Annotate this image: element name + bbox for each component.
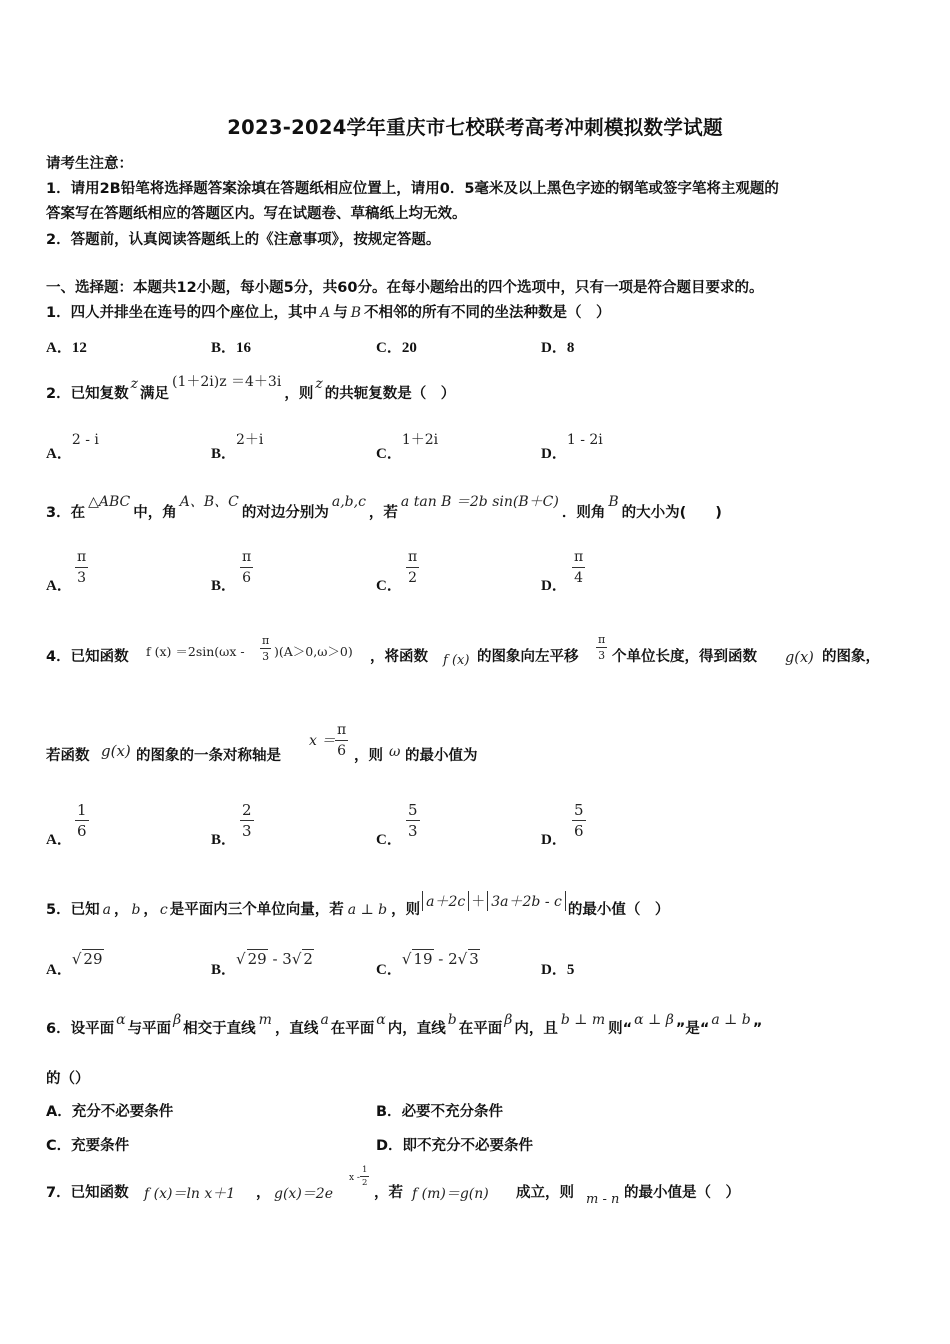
q6-a-perp-b: a ⊥ b (711, 1012, 751, 1028)
q4-option-d-fraction: 5 6 (574, 801, 584, 840)
q1-var-a: A (320, 305, 331, 321)
q7-equation: f (m)＝g(n) (412, 1186, 489, 1202)
q6-option-b[interactable]: B．必要不充分条件 (376, 1104, 504, 1120)
q5-text-1: 5．已知 (46, 902, 100, 918)
q6-alpha: α (116, 1012, 126, 1028)
q6-alpha-2: α (376, 1012, 386, 1028)
q1-text-2: 与 (333, 305, 348, 321)
q2-text-3: ，则 (284, 386, 314, 402)
q4-option-b-label[interactable]: B． (211, 832, 237, 848)
q4-gx-2: g(x) (101, 742, 131, 760)
notice-line-1b: 答案写在答题纸相应的答题区内。写在试题卷、草稿纸上均无效。 (46, 206, 467, 222)
question-1 (46, 301, 611, 322)
question-2 (46, 374, 456, 403)
q4-function-right: )(A＞0,ω＞0) (274, 644, 353, 659)
q4-text-1: 4．已知函数 (46, 649, 129, 665)
q5-text-3: ，则 (391, 902, 421, 918)
q4-text-9: 的最小值为 (405, 748, 478, 764)
q4-text-8: ，则 (354, 748, 383, 764)
q6-beta: β (173, 1012, 182, 1028)
q4-text-4: 个单位长度，得到函数 (612, 649, 757, 665)
q5-option-a[interactable]: A．√ 29 (46, 950, 103, 978)
q3-text-2: 中，角 (133, 505, 177, 521)
q5-norm-1: a＋2c (422, 891, 469, 911)
q6-text-tail: 的（） (46, 1071, 90, 1087)
q2-option-b[interactable]: B．2＋i (211, 432, 264, 462)
q1-var-b: B (350, 305, 362, 321)
q7-text-4: 的最小值是（ ） (624, 1185, 740, 1201)
notice-line-2: 2．答题前，认真阅读答题纸上的《注意事项》，按规定答题。 (46, 232, 441, 248)
q6-condition: b ⊥ m (560, 1012, 606, 1028)
question-3 (46, 494, 722, 522)
q2-option-d[interactable]: D．1 - 2i (541, 432, 603, 462)
q2-text-1: 2．已知复数 (46, 386, 129, 402)
q6-beta-2: β (504, 1012, 513, 1028)
q4-function-left: f (x) ＝2sin(ωx - (146, 644, 245, 659)
q7-exponent-fraction: 1 2 (362, 1165, 368, 1188)
q4-function-fraction: π 3 (262, 634, 270, 663)
q4-fx: f (x) (443, 653, 470, 668)
q2-equation: (1＋2i)z ＝4＋3i (171, 374, 282, 390)
q7-comma: ， (256, 1185, 271, 1201)
q4-omega: ω (389, 744, 401, 760)
q3-equation: a tan B ＝2b sin(B＋C) (400, 494, 559, 510)
q4-option-a-fraction: 1 6 (77, 801, 87, 840)
q3-option-a-fraction: π 3 (77, 549, 87, 586)
q4-option-d-label[interactable]: D． (541, 832, 567, 848)
q2-var-z2: z (315, 376, 323, 392)
q5-var-a: a (102, 902, 111, 918)
q1-option-d[interactable]: D．8 (541, 340, 575, 356)
q3-option-c-fraction: π 2 (408, 549, 418, 586)
notice-heading: 请考生注意： (46, 156, 133, 172)
q5-var-b: b (131, 902, 141, 918)
q4-text-3: 的图象向左平移 (477, 649, 579, 665)
q3-option-b-label[interactable]: B． (211, 578, 237, 594)
q6-line-a: a (320, 1012, 329, 1028)
q7-text-1: 7．已知函数 (46, 1185, 129, 1201)
q1-option-b[interactable]: B．16 (211, 340, 252, 356)
q5-perp: a ⊥ b (347, 902, 388, 918)
q2-option-a[interactable]: A．2 - i (46, 432, 99, 462)
q3-triangle: △ABC (88, 494, 131, 510)
q6-option-a[interactable]: A．充分不必要条件 (46, 1104, 174, 1120)
q4-option-a-label[interactable]: A． (46, 832, 72, 848)
q4-option-c-label[interactable]: C． (376, 832, 402, 848)
question-6: 6．设平面α与平面β相交于直线m，直线a在平面α内，直线b在平面β内，且b ⊥ m则“α ⊥ β”是“a ⊥ b” (46, 1012, 763, 1037)
q7-exponent: x - (349, 1173, 360, 1183)
question-5: 5．已知 a ， b ， c 是平面内三个单位向量，若 a ⊥ b ，则 a＋2c ＋ 3a＋2b - c 的最小值（ ） (46, 898, 669, 919)
q3-text-4: ，若 (368, 505, 398, 521)
q3-option-c-label[interactable]: C． (376, 578, 402, 594)
page-title: 2023-2024学年重庆市七校联考高考冲刺模拟数学试题 (227, 116, 723, 139)
q3-text-5: ．则角 (561, 505, 606, 521)
q2-text-2: 满足 (139, 386, 169, 402)
q3-option-a-label[interactable]: A． (46, 578, 72, 594)
q5-option-b[interactable]: B．√ 29 - 3√ 2 (211, 950, 313, 978)
q5-text-2: 是平面内三个单位向量，若 (169, 902, 344, 918)
q1-option-c[interactable]: C．20 (376, 340, 417, 356)
q3-text-3: 的对边分别为 (241, 505, 329, 521)
q5-text-4: 的最小值（ ） (567, 902, 670, 918)
section-heading: 一、选择题：本题共12小题，每小题5分，共60分。在每小题给出的四个选项中，只有一项是符合题目要求的。 (46, 280, 764, 296)
q6-option-c[interactable]: C．充要条件 (46, 1138, 130, 1154)
q7-function-g: g(x)＝2e (274, 1186, 333, 1202)
q4-text-7: 的图象的一条对称轴是 (136, 748, 281, 764)
q4-axis-fraction: π 6 (337, 722, 347, 759)
q5-norm-2: 3a＋2b - c (487, 891, 566, 911)
q4-shift-fraction: π 3 (598, 633, 606, 662)
notice-line-1: 1．请用2B铅笔将选择题答案涂填在答题纸相应位置上，请用0．5毫米及以上黑色字迹的钢笔或签字笔将主观题的 (46, 181, 779, 197)
q7-text-3: 成立，则 (516, 1185, 574, 1201)
q6-line-m: m (258, 1012, 272, 1028)
q1-option-a[interactable]: A．12 (46, 340, 87, 356)
q4-axis-left: x ＝ (309, 733, 336, 749)
q3-option-d-fraction: π 4 (574, 549, 584, 586)
q3-angles: A、B、C (179, 494, 239, 510)
q5-var-c: c (159, 902, 168, 918)
q7-m-minus-n: m - n (586, 1192, 620, 1207)
q4-text-6: 若函数 (46, 748, 90, 764)
q6-option-d[interactable]: D．即不充分不必要条件 (376, 1138, 534, 1154)
q2-var-z: z (130, 376, 138, 392)
q3-option-b-fraction: π 6 (242, 549, 252, 586)
q4-gx: g(x) (785, 650, 814, 666)
q3-text-6: 的大小为( ) (621, 505, 722, 521)
q4-text-5: 的图象， (822, 649, 880, 665)
q6-alpha-perp-beta: α ⊥ β (634, 1012, 674, 1028)
q3-var-b: B (608, 494, 619, 510)
q3-text-1: 3．在 (46, 505, 86, 521)
q4-option-c-fraction: 5 3 (408, 801, 418, 840)
q4-text-2: ，将函数 (370, 649, 428, 665)
q1-text-3: 不相邻的所有不同的坐法种数是（ ） (364, 305, 611, 321)
q3-option-d-label[interactable]: D． (541, 578, 567, 594)
q2-text-4: 的共轭复数是（ ） (324, 386, 456, 402)
q5-option-d[interactable]: D．5 (541, 962, 575, 978)
q4-option-b-fraction: 2 3 (242, 801, 252, 840)
q3-sides: a,b,c (331, 494, 366, 510)
q7-text-2: ，若 (374, 1185, 403, 1201)
q2-option-c[interactable]: C．1＋2i (376, 432, 439, 462)
q5-option-c[interactable]: C．√ 19 - 2√ 3 (376, 950, 479, 978)
q7-function-f: f (x)＝ln x＋1 (144, 1186, 236, 1202)
q6-line-b: b (447, 1012, 457, 1028)
q1-text-1: 1．四人并排坐在连号的四个座位上，其中 (46, 305, 318, 321)
